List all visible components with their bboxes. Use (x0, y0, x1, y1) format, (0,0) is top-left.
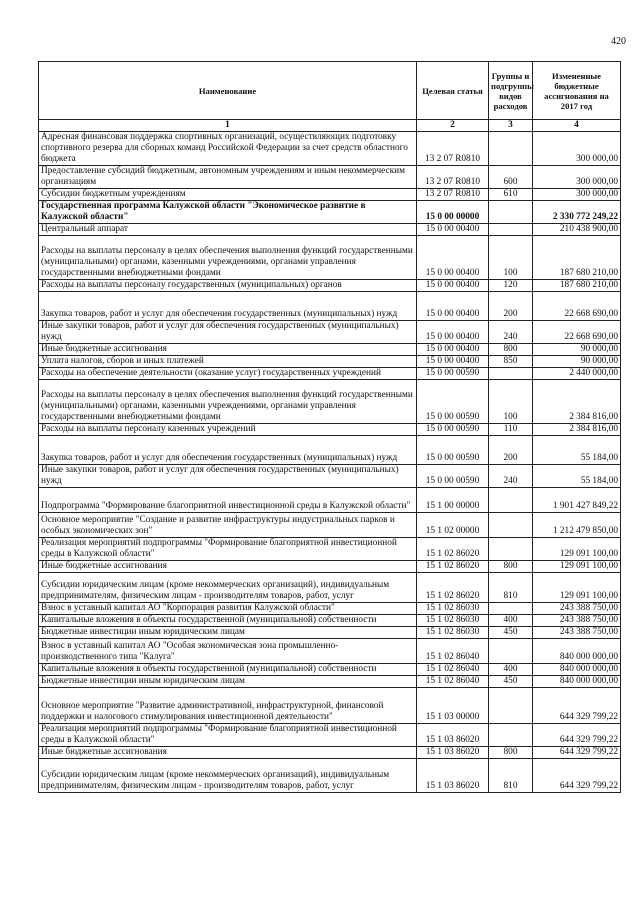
row-group (489, 603, 533, 615)
row-name: Центральный аппарат (39, 224, 417, 236)
table-row (39, 236, 621, 280)
column-number: 4 (533, 120, 621, 132)
row-code: 15 0 00 00590 (417, 436, 489, 465)
table-row (39, 344, 621, 356)
row-group (489, 538, 533, 561)
table-row (39, 561, 621, 573)
row-group: 800 (489, 747, 533, 759)
table-row (39, 724, 621, 747)
table-row (39, 759, 621, 793)
row-code: 15 0 00 00400 (417, 224, 489, 236)
row-name: Капитальные вложения в объекты государственной (муниципальной) собственности (39, 664, 417, 676)
row-code: 15 1 02 86030 (417, 627, 489, 639)
row-name: Капитальные вложения в объекты государственной (муниципальной) собственности (39, 615, 417, 627)
row-code: 15 1 03 86020 (417, 747, 489, 759)
row-group (489, 488, 533, 513)
column-number: 1 (39, 120, 417, 132)
table-row (39, 676, 621, 688)
row-amount: 210 438 900,00 (533, 224, 621, 236)
table-row (39, 639, 621, 664)
row-name: Взнос в уставный капитал АО "Особая экономическая зона промышленно-производственного типа "Калуга" (39, 639, 417, 664)
row-group: 810 (489, 759, 533, 793)
header-amount: Измененные бюджетные ассигнования на 2017 год (533, 62, 621, 120)
table-row (39, 603, 621, 615)
table-row (39, 627, 621, 639)
row-amount: 644 329 799,22 (533, 724, 621, 747)
row-code: 15 1 02 86040 (417, 664, 489, 676)
row-amount: 187 680 210,00 (533, 280, 621, 292)
row-code: 15 1 02 86020 (417, 561, 489, 573)
row-amount: 840 000 000,00 (533, 639, 621, 664)
row-amount: 129 091 100,00 (533, 538, 621, 561)
row-name: Субсидии юридическим лицам (кроме некоммерческих организаций), индивидуальным предпринимателям, физическим лицам - производителям товаров, работ, услуг (39, 573, 417, 603)
header-name: Наименование (39, 62, 417, 120)
table-row (39, 747, 621, 759)
table-row (39, 224, 621, 236)
row-amount: 2 440 000,00 (533, 368, 621, 380)
row-code: 15 1 03 00000 (417, 688, 489, 724)
table-row (39, 321, 621, 344)
row-code: 15 1 02 86040 (417, 639, 489, 664)
row-name: Основное мероприятие "Развитие административной, инфраструктурной, финансовой поддержки и налогового стимулирования инвестиционной деятельности" (39, 688, 417, 724)
row-name: Государственная программа Калужской области "Экономическое развитие в Калужской области" (39, 201, 417, 224)
row-amount: 90 000,00 (533, 356, 621, 368)
table-row (39, 132, 621, 166)
row-code: 15 0 00 00400 (417, 356, 489, 368)
row-code: 13 2 07 R0810 (417, 132, 489, 166)
row-amount: 129 091 100,00 (533, 573, 621, 603)
row-code: 15 1 02 86030 (417, 615, 489, 627)
row-group: 450 (489, 627, 533, 639)
row-name: Адресная финансовая поддержка спортивных организаций, осуществляющих подготовку спортивного резерва для сборных команд Российской Федерации за счет средств областного бюджета (39, 132, 417, 166)
row-group: 110 (489, 424, 533, 436)
row-group (489, 368, 533, 380)
header-row (39, 62, 621, 120)
row-name: Бюджетные инвестиции иным юридическим лицам (39, 676, 417, 688)
row-amount: 300 000,00 (533, 132, 621, 166)
page-number: 420 (611, 36, 626, 47)
row-amount: 840 000 000,00 (533, 676, 621, 688)
table-row (39, 424, 621, 436)
row-code: 15 0 00 00400 (417, 280, 489, 292)
row-code: 13 2 07 R0810 (417, 166, 489, 189)
row-name: Основное мероприятие "Создание и развитие инфраструктуры индустриальных парков и особых экономических зон" (39, 513, 417, 538)
row-code: 15 1 03 86020 (417, 759, 489, 793)
table-row (39, 292, 621, 321)
row-amount: 243 388 750,00 (533, 627, 621, 639)
table-row (39, 664, 621, 676)
row-amount: 644 329 799,22 (533, 688, 621, 724)
budget-table (38, 61, 621, 793)
row-amount: 840 000 000,00 (533, 664, 621, 676)
column-number: 3 (489, 120, 533, 132)
row-group: 120 (489, 280, 533, 292)
row-amount: 129 091 100,00 (533, 561, 621, 573)
row-group: 100 (489, 380, 533, 424)
row-name: Уплата налогов, сборов и иных платежей (39, 356, 417, 368)
table-row (39, 201, 621, 224)
row-name: Расходы на выплаты персоналу в целях обеспечения выполнения функций государственными (муниципальными) органами, казенными учреждениями, органами управления государственными внебюджетными фондами (39, 236, 417, 280)
row-name: Иные бюджетные ассигнования (39, 747, 417, 759)
row-group: 400 (489, 664, 533, 676)
row-name: Субсидии юридическим лицам (кроме некоммерческих организаций), индивидуальным предпринимателям, физическим лицам - производителям товаров, работ, услуг (39, 759, 417, 793)
column-number-row (39, 120, 621, 132)
row-group (489, 513, 533, 538)
row-name: Подпрограмма "Формирование благоприятной инвестиционной среды в Калужской области" (39, 488, 417, 513)
row-group: 800 (489, 561, 533, 573)
row-amount: 22 668 690,00 (533, 292, 621, 321)
table-row (39, 356, 621, 368)
row-code: 15 0 00 00400 (417, 236, 489, 280)
row-name: Расходы на обеспечение деятельности (оказание услуг) государственных учреждений (39, 368, 417, 380)
row-group (489, 224, 533, 236)
row-group: 610 (489, 189, 533, 201)
table-body (39, 132, 621, 793)
row-amount: 300 000,00 (533, 189, 621, 201)
table-row (39, 538, 621, 561)
row-code: 15 1 02 00000 (417, 513, 489, 538)
row-name: Иные бюджетные ассигнования (39, 561, 417, 573)
row-amount: 187 680 210,00 (533, 236, 621, 280)
row-amount: 1 901 427 849,22 (533, 488, 621, 513)
row-amount: 2 330 772 249,22 (533, 201, 621, 224)
row-name: Субсидии бюджетным учреждениям (39, 189, 417, 201)
row-code: 15 0 00 00590 (417, 465, 489, 488)
row-group: 240 (489, 321, 533, 344)
row-code: 15 0 00 00590 (417, 368, 489, 380)
row-group: 450 (489, 676, 533, 688)
row-name: Иные бюджетные ассигнования (39, 344, 417, 356)
row-code: 15 1 02 86030 (417, 603, 489, 615)
table-row (39, 688, 621, 724)
row-code: 15 0 00 00590 (417, 424, 489, 436)
table-row (39, 436, 621, 465)
row-amount: 1 212 479 850,00 (533, 513, 621, 538)
table-row (39, 615, 621, 627)
header-code: Целевая статья (417, 62, 489, 120)
row-amount: 644 329 799,22 (533, 759, 621, 793)
row-group: 400 (489, 615, 533, 627)
row-group: 200 (489, 436, 533, 465)
row-name: Закупка товаров, работ и услуг для обеспечения государственных (муниципальных) нужд (39, 436, 417, 465)
row-name: Реализация мероприятий подпрограммы "Формирование благоприятной инвестиционной среды в Калужской области" (39, 538, 417, 561)
row-amount: 90 000,00 (533, 344, 621, 356)
row-name: Бюджетные инвестиции иным юридическим лицам (39, 627, 417, 639)
table-row (39, 189, 621, 201)
row-amount: 55 184,00 (533, 465, 621, 488)
row-amount: 55 184,00 (533, 436, 621, 465)
row-amount: 243 388 750,00 (533, 615, 621, 627)
table-row (39, 368, 621, 380)
row-amount: 644 329 799,22 (533, 747, 621, 759)
row-name: Иные закупки товаров, работ и услуг для обеспечения государственных (муниципальных) нужд (39, 321, 417, 344)
row-name: Реализация мероприятий подпрограммы "Формирование благоприятной инвестиционной среды в Калужской области" (39, 724, 417, 747)
table-row (39, 166, 621, 189)
row-group (489, 201, 533, 224)
row-group (489, 688, 533, 724)
row-group: 850 (489, 356, 533, 368)
table-row (39, 280, 621, 292)
table-row (39, 513, 621, 538)
table-row (39, 573, 621, 603)
row-amount: 2 384 816,00 (533, 424, 621, 436)
row-code: 15 1 02 86020 (417, 573, 489, 603)
row-code: 15 1 02 86020 (417, 538, 489, 561)
row-name: Взнос в уставный капитал АО "Корпорация развития Калужской области" (39, 603, 417, 615)
row-name: Предоставление субсидий бюджетным, автономным учреждениям и иным некоммерческим организациям (39, 166, 417, 189)
table-row (39, 380, 621, 424)
row-name: Расходы на выплаты персоналу государственных (муниципальных) органов (39, 280, 417, 292)
row-name: Закупка товаров, работ и услуг для обеспечения государственных (муниципальных) нужд (39, 292, 417, 321)
row-group (489, 724, 533, 747)
column-number: 2 (417, 120, 489, 132)
row-group: 800 (489, 344, 533, 356)
row-code: 15 1 00 00000 (417, 488, 489, 513)
row-group: 100 (489, 236, 533, 280)
table-row (39, 465, 621, 488)
header-group: Группы и подгруппы видов расходов (489, 62, 533, 120)
row-code: 15 1 03 86020 (417, 724, 489, 747)
row-code: 15 0 00 00590 (417, 380, 489, 424)
table-row (39, 488, 621, 513)
row-name: Расходы на выплаты персоналу в целях обеспечения выполнения функций государственными (муниципальными) органами, казенными учреждениями, органами управления государственными внебюджетными фондами (39, 380, 417, 424)
row-code: 15 0 00 00400 (417, 321, 489, 344)
row-group: 240 (489, 465, 533, 488)
row-amount: 22 668 690,00 (533, 321, 621, 344)
row-group: 810 (489, 573, 533, 603)
row-name: Иные закупки товаров, работ и услуг для обеспечения государственных (муниципальных) нужд (39, 465, 417, 488)
row-code: 15 1 02 86040 (417, 676, 489, 688)
row-code: 15 0 00 00000 (417, 201, 489, 224)
row-group (489, 639, 533, 664)
row-group (489, 132, 533, 166)
row-amount: 300 000,00 (533, 166, 621, 189)
row-amount: 243 388 750,00 (533, 603, 621, 615)
row-code: 13 2 07 R0810 (417, 189, 489, 201)
row-code: 15 0 00 00400 (417, 292, 489, 321)
row-amount: 2 384 816,00 (533, 380, 621, 424)
row-code: 15 0 00 00400 (417, 344, 489, 356)
row-group: 200 (489, 292, 533, 321)
row-name: Расходы на выплаты персоналу казенных учреждений (39, 424, 417, 436)
row-group: 600 (489, 166, 533, 189)
